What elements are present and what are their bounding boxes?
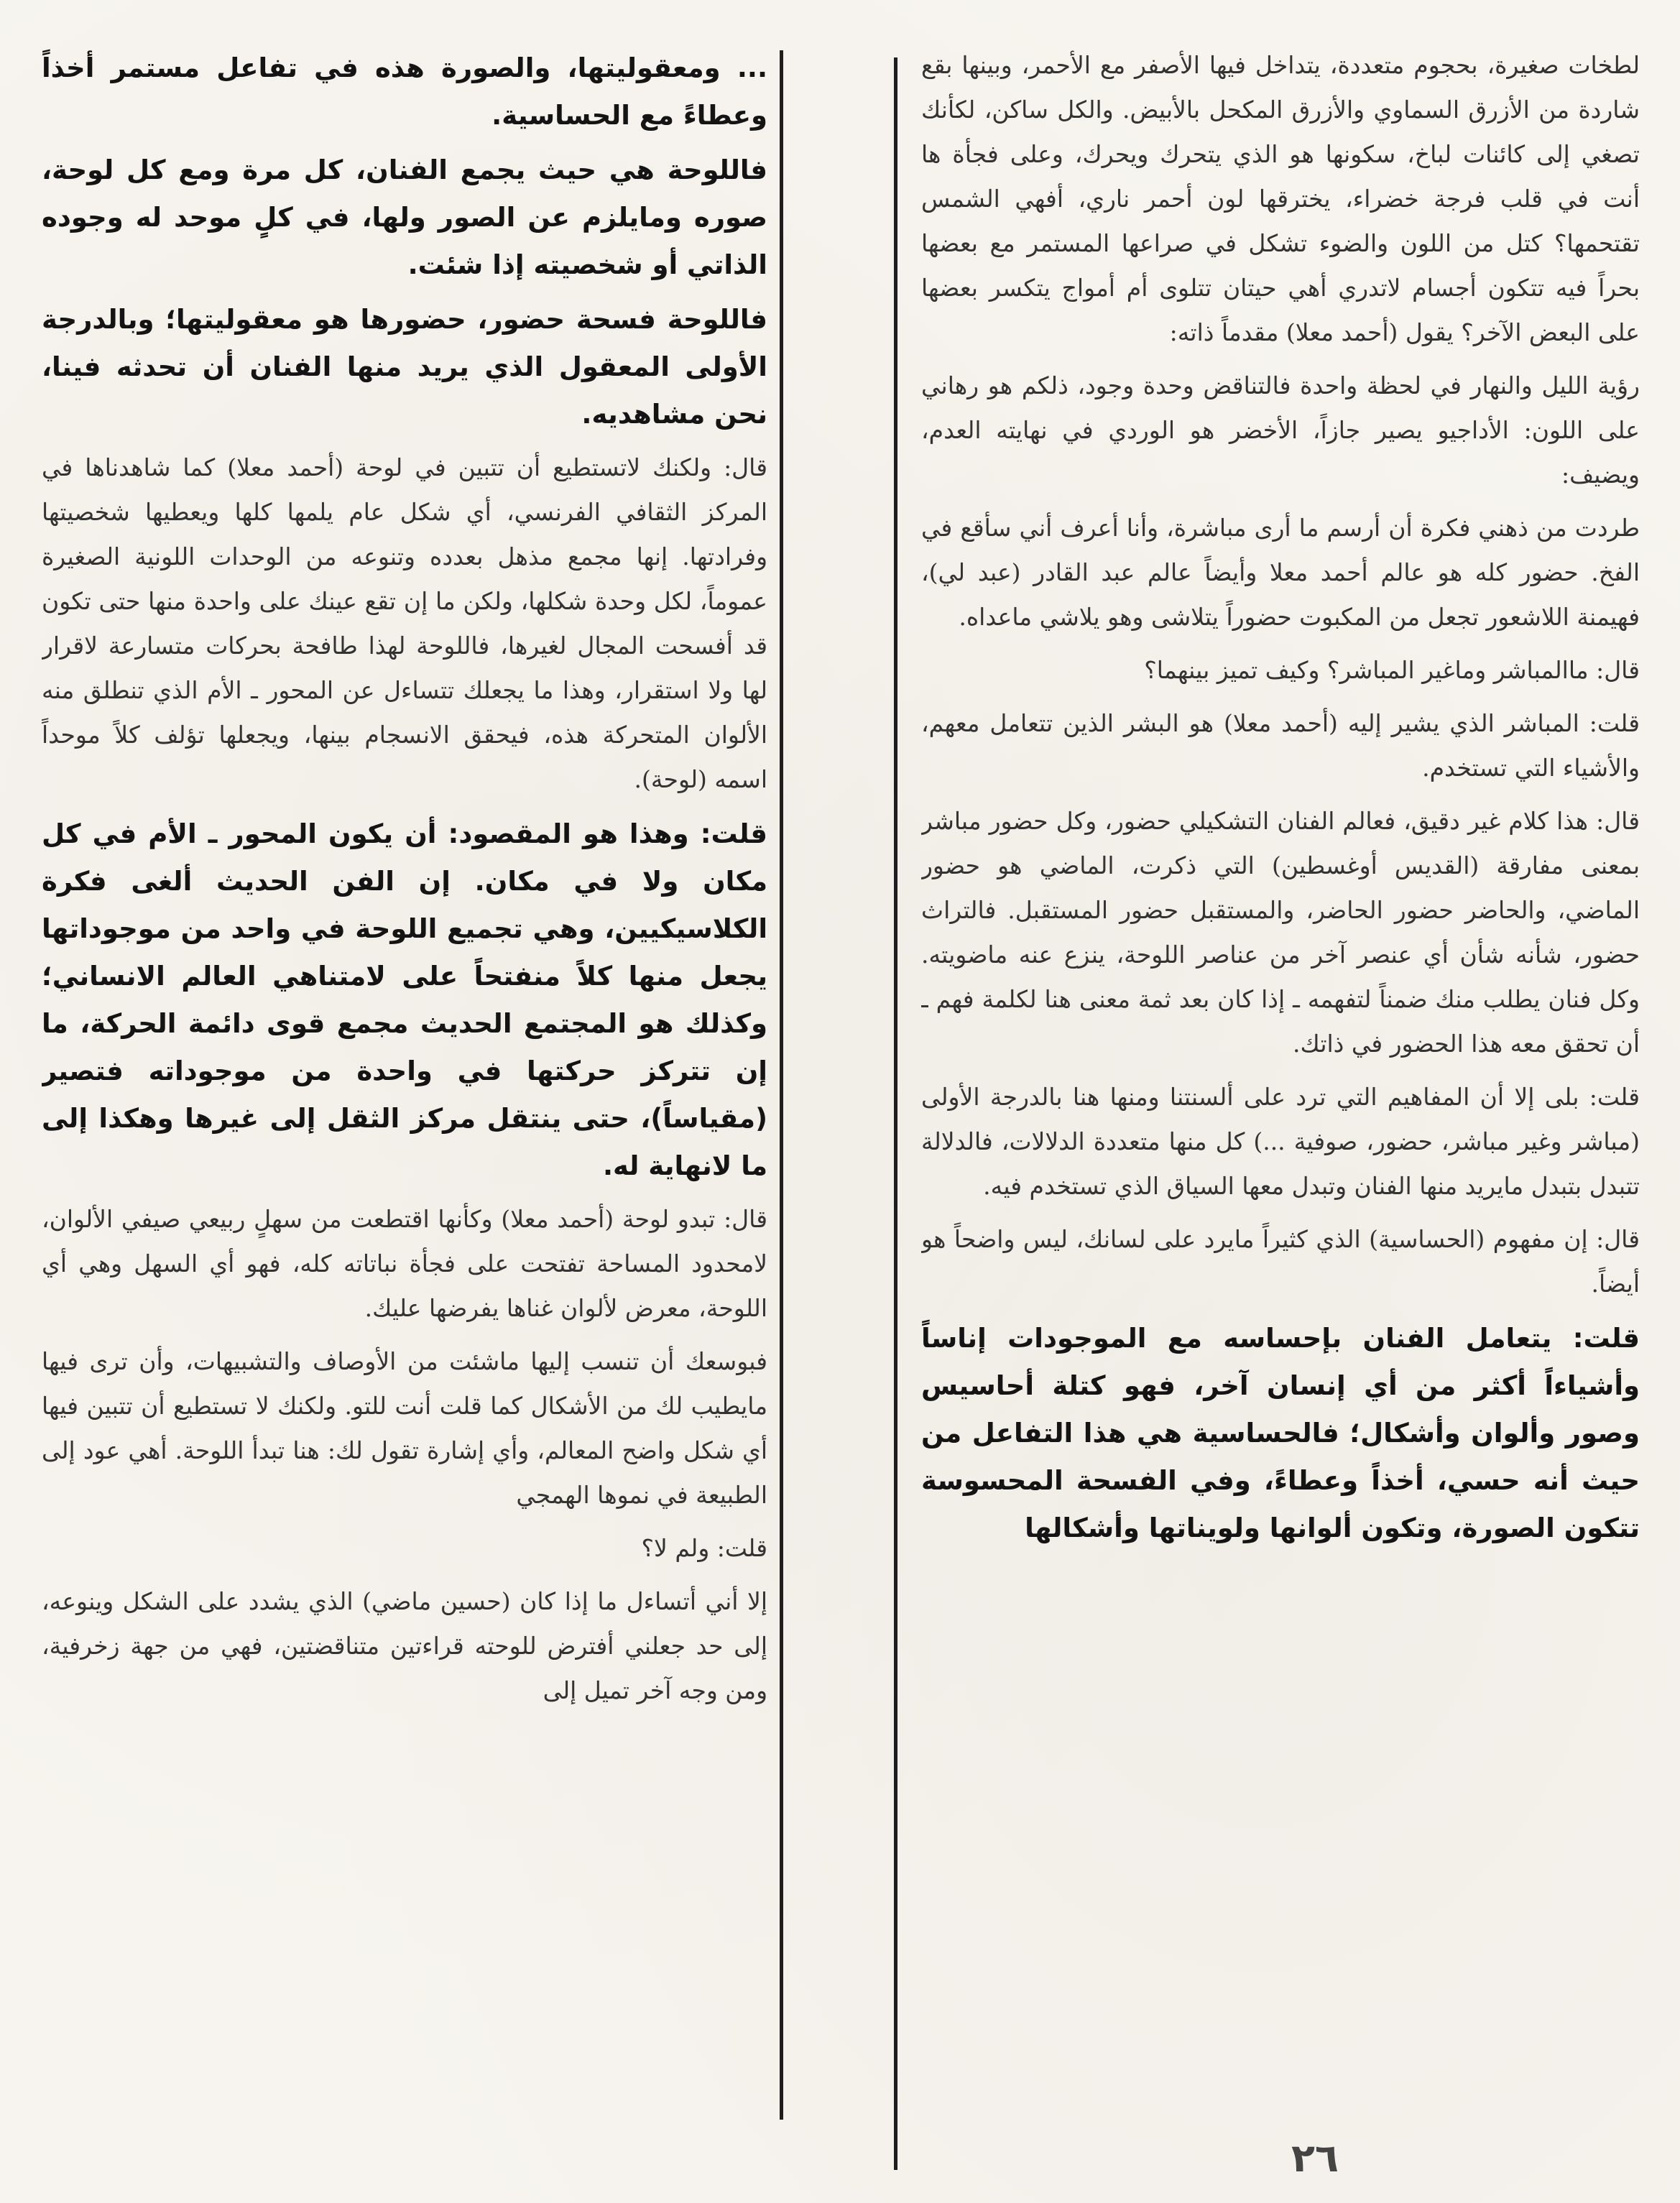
bold-paragraph: ... ومعقوليتها، والصورة هذه في تفاعل مستمر أخذاً وعطاءً مع الحساسية. [42,52,767,131]
paragraph: إلا أني أتساءل ما إذا كان (حسين ماضي) الذي يشدد على الشكل وينوعه، إلى حد جعلني أفترض للوحته قراءتين متناقضتين، فهي من جهة زخرفية، ومن وجه آخر تميل إلى [42,1587,767,1704]
paragraph: قال: ولكنك لاتستطيع أن تتبين في لوحة (أحمد معلا) كما شاهدناها في المركز الثقافي الفرنسي، أي شكل عام يلمها كلها ويعطيها شخصيتها وفرادتها. إنها مجمع مذهل بعدده وتنوعه من الوحدات اللونية الصغيرة عموماً، لكل وحدة شكلها، ولكن ما إن تقع عينك على واحدة منها حتى تكون قد أفسحت المجال لغيرها، فاللوحة لهذا طافحة بحركات متسارعة لاقرار لها ولا استقرار، وهذا ما يجعلك تتساءل عن المحور ـ الأم الذي تنطلق منه الألوان المتحركة هذه، فيحقق الانسجام بينها، ويجعلها تؤلف كلاً موحداً اسمه (لوحة). [42,453,767,793]
column-rule-right [894,57,897,2170]
bold-paragraph: قلت: يتعامل الفنان بإحساسه مع الموجودات إناساً وأشياءاً أكثر من أي إنسان آخر، فهو كتلة أحاسيس وصور وألوان وأشكال؛ فالحساسية هي هذا التفاعل من حيث أنه حسي، أخذاً وعطاءً، وفي الفسحة المحسوسة تتكون الصورة، وتكون ألوانها ولويناتها وأشكالها [921,1323,1640,1543]
bold-paragraph: فاللوحة هي حيث يجمع الفنان، كل مرة ومع كل لوحة، صوره ومايلزم عن الصور ولها، في كلٍ موحد له وجوده الذاتي أو شخصيته إذا شئت. [42,154,767,280]
paragraph: قلت: بلى إلا أن المفاهيم التي ترد على ألسنتنا ومنها هنا بالدرجة الأولى (مباشر وغير مباشر، حضور، صوفية ...) كل منها متعددة الدلالات، فالدلالة تتبدل بتبدل مايريد منها الفنان وتبدل معها السياق الذي تستخدم فيه. [921,1083,1640,1200]
paragraph: قلت: المباشر الذي يشير إليه (أحمد معلا) هو البشر الذين تتعامل معهم، والأشياء التي تستخدم. [921,709,1640,782]
paragraph: قلت: ولم لا؟ [641,1534,767,1562]
bold-paragraph: قلت: وهذا هو المقصود: أن يكون المحور ـ الأم في كل مكان ولا في مكان. إن الفن الحديث ألغى فكرة الكلاسيكيين، وهي تجميع اللوحة في واحد من موجوداتها يجعل منها كلاً منفتحاً على لامتناهي العالم الانساني؛ وكذلك هو المجتمع الحديث مجمع قوى دائمة الحركة، ما إن تتركز حركتها في واحدة من موجوداته فتصير (مقياساً)، حتى ينتقل مركز الثقل إلى غيرها وهكذا إلى ما لانهاية له. [42,818,767,1181]
left-text-column [42,45,767,2171]
paragraph: طردت من ذهني فكرة أن أرسم ما أرى مباشرة، وأنا أعرف أني سأقع في الفخ. حضور كله هو عالم أحمد معلا وأيضاً عالم عبد القادر (عبد لي)، فهيمنة اللاشعور تجعل من المكبوت حضوراً يتلاشى وهو يلاشي ماعداه. [921,514,1640,631]
paragraph: لطخات صغيرة، بحجوم متعددة، يتداخل فيها الأصفر مع الأحمر، وبينها بقع شاردة من الأزرق السماوي والأزرق المكحل بالأبيض. والكل ساكن، لكأنك تصغي إلى كائنات لباخ، سكونها هو الذي يتحرك ويحرك، وعلى فجأة ها أنت في قلب فرجة خضراء، يخترقها لون أحمر ناري، أفهي الشمس تقتحمها؟ كتل من اللون والضوء تشكل في صراعها المستمر مع بعضها بحراً فيه تتكون أجسام لاتدري أهي حيتان تتلوى أم أمواج يتكسر بعضها على البعض الآخر؟ يقول (أحمد معلا) مقدماً ذاته: [921,51,1640,346]
bold-paragraph: فاللوحة فسحة حضور، حضورها هو معقوليتها؛ وبالدرجة الأولى المعقول الذي يريد منها الفنان أن تحدثه فينا، نحن مشاهديه. [42,304,767,430]
paragraph: قال: هذا كلام غير دقيق، فعالم الفنان التشكيلي حضور، وكل حضور مباشر بمعنى مفارقة (القديس أوغسطين) التي ذكرت، الماضي هو حضور الماضي، والحاضر حضور الحاضر، والمستقبل حضور المستقبل. فالتراث حضور، شأنه شأن أي عنصر آخر من عناصر اللوحة، ينزع عنه ماضويته. وكل فنان يطلب منك ضمناً لتفهمه ـ إذا كان بعد ثمة معنى هنا لكلمة فهم ـ أن تحقق معه هذا الحضور في ذاتك. [921,807,1640,1058]
right-text-column [921,43,1640,2127]
paragraph: قال: ماالمباشر وماغير المباشر؟ وكيف تميز بينهما؟ [1144,656,1640,684]
paragraph: قال: إن مفهوم (الحساسية) الذي كثيراً مايرد على لسانك، ليس واضحاً هو أيضاً. [921,1225,1640,1298]
paragraph: رؤية الليل والنهار في لحظة واحدة فالتناقض وحدة وجود، ذلكم هو رهاني على اللون: الأداجيو يصير جازاً، الأخضر هو الوردي في نهايته العدم، ويضيف: [921,371,1640,489]
column-rule-left [780,50,783,2120]
page-number: ٢٦ [1291,2135,1339,2181]
paragraph: فبوسعك أن تنسب إليها ماشئت من الأوصاف والتشبيهات، وأن ترى فيها مايطيب لك من الأشكال كما قلت أنت للتو. ولكنك لا تستطيع أن تتبين فيها أي شكل واضح المعالم، وأي إشارة تقول لك: هنا تبدأ اللوحة. أهي عود إلى الطبيعة في نموها الهمجي [42,1347,767,1509]
paragraph: قال: تبدو لوحة (أحمد معلا) وكأنها اقتطعت من سهلٍ ربيعي صيفي الألوان، لامحدود المساحة تفتحت على فجأة نباتاته كله، فهو أي السهل وهي أي اللوحة، معرض لألوان غناها يفرضها عليك. [42,1205,767,1322]
